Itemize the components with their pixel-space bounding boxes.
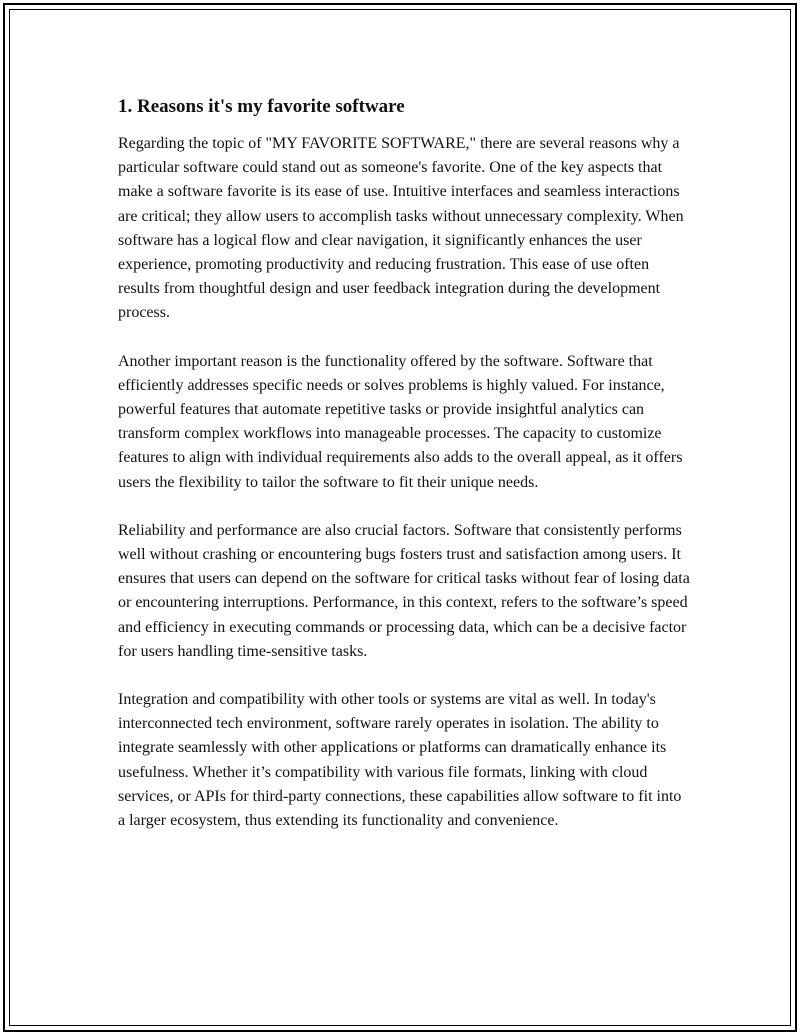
paragraph-reliability: Reliability and performance are also crucial factors. Software that consistently performs well without crashing or encountering bugs fosters trust and satisfaction among users. It ensures that users can depend on the software for critical tasks without fear of losing data or encountering interruptions. Performance, in this context, refers to the software’s speed and efficiency in executing commands or processing data, which can be a decisive factor for users handling time-sensitive tasks.	[118, 521, 690, 660]
paragraph-ease-of-use: Regarding the topic of "MY FAVORITE SOFTWARE," there are several reasons why a particular software could stand out as someone's favorite. One of the key aspects that make a software favorite is its ease of use. Intuitive interfaces and seamless interactions are critical; they allow users to accomplish tasks without unnecessary complexity. When software has a logical flow and clear navigation, it significantly enhances the user experience, promoting productivity and reducing frustration. This ease of use often results from thoughtful design and user feedback integration during the development process.	[118, 135, 684, 322]
paragraph-functionality: Another important reason is the functionality offered by the software. Software that efficiently addresses specific needs or solves problems is highly valued. For instance, powerful features that automate repetitive tasks or provide insightful analytics can transform complex workflows into manageable processes. The capacity to customize features to align with individual requirements also adds to the overall appeal, as it offers users the flexibility to tailor the software to fit their unique needs.	[118, 352, 683, 491]
paragraph-integration: Integration and compatibility with other tools or systems are vital as well. In today's interconnected tech environment, software rarely operates in isolation. The ability to integrate seamlessly with other applications or platforms can dramatically enhance its usefulness. Whether it’s compatibility with various file formats, linking with cloud services, or APIs for third-party connections, these capabilities allow software to fit into a larger ecosystem, thus extending its functionality and convenience.	[118, 691, 682, 830]
section-heading: 1. Reasons it's my favorite software	[118, 96, 405, 117]
document-content	[118, 92, 690, 833]
